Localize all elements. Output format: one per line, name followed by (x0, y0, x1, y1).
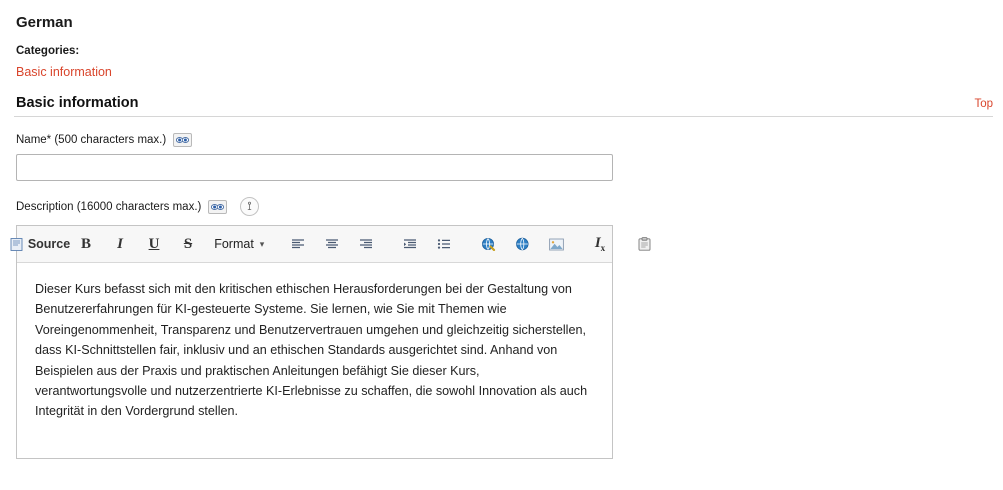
bold-button[interactable]: B (80, 235, 91, 252)
description-editor-area[interactable] (17, 263, 612, 458)
info-circle-icon[interactable] (240, 197, 259, 216)
align-center-button[interactable] (315, 230, 349, 258)
bulleted-list-button[interactable] (427, 230, 461, 258)
underline-button[interactable]: U (148, 235, 160, 252)
rich-text-editor (16, 225, 613, 459)
unlink-button[interactable] (505, 230, 539, 258)
eyes-icon[interactable] (208, 200, 227, 214)
align-left-button[interactable] (281, 230, 315, 258)
description-text: Dieser Kurs befasst sich mit den kritischen ethischen Herausforderungen bei der Gestaltung von Benutzererfahrungen für KI-gesteuerte Systeme. Sie lernen, wie Sie mit Themen wie Voreingenommenheit, Transparenz und Benutzervertrauen umgehen und gleichzeitig sicherstellen, dass KI-Schnittstellen fair, inklusiv und an ethischen Standards ausgerichtet sind. Anhand von Beispielen aus der Praxis und praktischen Anleitungen befähigt Sie dieser Kurs, verantwortungsvolle und nutzerzentrierte KI-Erlebnisse zu schaffen, die sowohl Innovation als auch Integrität in den Vordergrund stellen. (35, 282, 588, 419)
link-button[interactable] (471, 230, 505, 258)
bulleted-list-icon (437, 238, 451, 250)
name-field-label: Name* (500 characters max.) (16, 134, 167, 146)
source-icon (10, 238, 23, 251)
image-icon (549, 238, 564, 251)
editor-toolbar (17, 226, 612, 263)
strikethrough-button[interactable]: S (183, 235, 193, 252)
chevron-down-icon[interactable]: ▾ (259, 238, 265, 249)
source-label: Source (27, 237, 71, 251)
image-button[interactable] (539, 230, 573, 258)
eyes-icon[interactable] (173, 133, 192, 147)
category-link-basic-information[interactable]: Basic information (16, 65, 112, 79)
indent-icon (403, 238, 417, 250)
description-field-label: Description (16000 characters max.) (16, 200, 202, 213)
indent-button[interactable] (393, 230, 427, 258)
remove-format-icon: $I_x$ (594, 235, 606, 253)
page-title: Basic information (16, 95, 139, 111)
language-title: German (16, 14, 73, 31)
format-dropdown[interactable]: Format (214, 237, 254, 251)
source-button[interactable] (21, 230, 71, 258)
remove-format-button[interactable] (583, 230, 617, 258)
link-icon (481, 237, 496, 251)
italic-button[interactable]: I (117, 235, 123, 252)
align-center-icon (325, 238, 339, 250)
paste-button[interactable] (627, 230, 661, 258)
back-to-top-link[interactable]: Top (974, 98, 993, 110)
globe-icon (515, 237, 530, 251)
align-right-icon (359, 238, 373, 250)
name-input[interactable] (16, 154, 613, 181)
align-left-icon (291, 238, 305, 250)
section-header (14, 95, 993, 117)
align-right-button[interactable] (349, 230, 383, 258)
name-field-row (14, 133, 989, 147)
categories-label: Categories: (16, 45, 80, 57)
paste-icon (638, 237, 651, 251)
description-field-row (14, 197, 989, 216)
